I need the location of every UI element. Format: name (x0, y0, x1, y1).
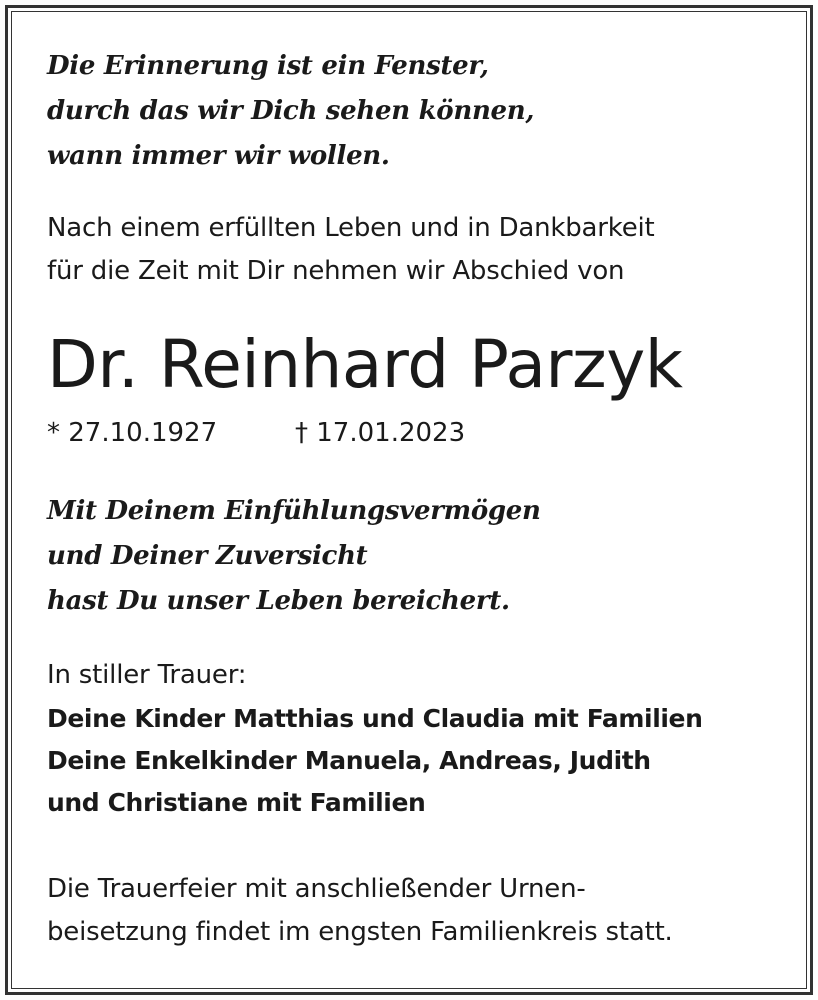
life-dates (47, 413, 465, 453)
mourner-line: und Christiane mit Familien (47, 788, 426, 817)
intro-line: für die Zeit mit Dir nehmen wir Abschied von (47, 256, 625, 286)
funeral-notice (47, 868, 673, 954)
notice-line: beisetzung findet im engsten Familienkreis statt. (47, 917, 673, 947)
notice-line: Die Trauerfeier mit anschließender Urnen- (47, 874, 586, 904)
mourner-line: Deine Enkelkinder Manuela, Andreas, Judith (47, 746, 651, 775)
quote-line: hast Du unser Leben bereichert. (47, 586, 510, 616)
intro-text (47, 207, 655, 293)
birth-date: * 27.10.1927 (47, 418, 218, 448)
quote-line: und Deiner Zuversicht (47, 541, 368, 571)
deceased-name: Dr. Reinhard Parzyk (47, 326, 683, 403)
quote-line: Die Erinnerung ist ein Fenster, (47, 51, 489, 81)
quote-line: Mit Deinem Einfühlungsvermögen (47, 496, 541, 526)
death-date: † 17.01.2023 (295, 418, 466, 448)
mourner-line: Deine Kinder Matthias und Claudia mit Familien (47, 704, 703, 733)
opening-quote (47, 44, 534, 179)
mourners-list (47, 698, 703, 824)
quote-line: durch das wir Dich sehen können, (47, 96, 535, 126)
middle-quote (47, 489, 541, 624)
quote-line: wann immer wir wollen. (47, 141, 390, 171)
mourning-intro: In stiller Trauer: (47, 660, 247, 690)
intro-line: Nach einem erfüllten Leben und in Dankbarkeit (47, 213, 655, 243)
